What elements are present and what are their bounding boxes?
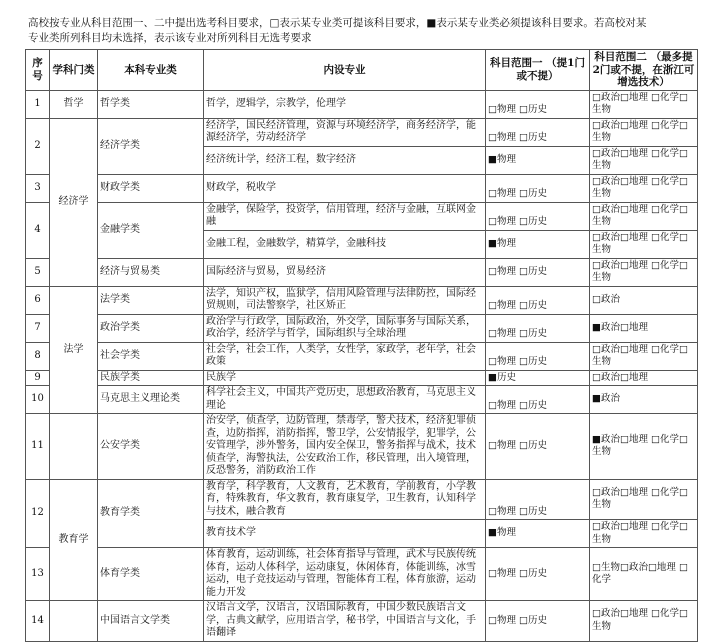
seq-cell: 6 xyxy=(26,286,50,314)
range1-cell: □物理 □历史 xyxy=(486,479,590,520)
category-cell-law: 法学 xyxy=(50,286,98,414)
range2-cell: □政治 xyxy=(590,286,698,314)
range2-cell: □政治□地理 □化学□生物 xyxy=(590,202,698,230)
table-row xyxy=(26,118,698,146)
range1-cell: ■物理 xyxy=(486,520,590,548)
content-cell: 法学，知识产权，监狱学，信用风险管理与法律防控，国际经贸规则，司法警察学，社区矫正 xyxy=(204,286,486,314)
content-cell: 教育学，科学教育，人文教育，艺术教育，学前教育，小学教育，特殊教育，华文教育，教育康复学，卫生教育，认知科学与技术，融合教育 xyxy=(204,479,486,520)
range2-cell: □政治□地理 □化学□生物 xyxy=(590,601,698,642)
table-row xyxy=(26,90,698,118)
range2-cell: □政治□地理 □化学□生物 xyxy=(590,479,698,520)
major-class-cell: 金融学类 xyxy=(98,202,204,258)
range1-cell: □物理 □历史 xyxy=(486,174,590,202)
seq-cell: 5 xyxy=(26,258,50,286)
content-cell: 国际经济与贸易，贸易经济 xyxy=(204,258,486,286)
content-cell: 金融工程，金融数学，精算学，金融科技 xyxy=(204,230,486,258)
seq-cell: 9 xyxy=(26,370,50,386)
header-seq: 序号 xyxy=(26,50,50,91)
range1-cell: □物理 □历史 xyxy=(486,414,590,480)
content-cell: 体育教育，运动训练，社会体育指导与管理，武术与民族传统体育，运动人体科学，运动康复，休闲体育，体能训练，冰雪运动，电子竞技运动与管理，智能体育工程，体育旅游，运动能力开发 xyxy=(204,548,486,601)
intro-note: 高校按专业从科目范围一、二中提出选考科目要求，□表示某专业类可提该科目要求，■表示某专业类必须提该科目要求。若高校对某专业类所列科目均未选择，表示该专业对所列科目无选考要求 xyxy=(28,17,647,44)
category-cell-philosophy: 哲学 xyxy=(50,90,98,118)
major-class-cell: 教育学类 xyxy=(98,479,204,548)
major-class-cell: 社会学类 xyxy=(98,342,204,370)
content-cell: 经济学，国民经济管理，资源与环境经济学，商务经济学，能源经济学，劳动经济学 xyxy=(204,118,486,146)
content-cell: 科学社会主义，中国共产党历史，思想政治教育，马克思主义理论 xyxy=(204,386,486,414)
seq-cell: 11 xyxy=(26,414,50,480)
table-row xyxy=(26,258,698,286)
table-row xyxy=(26,414,698,480)
range2-cell: □政治□地理 □化学□生物 xyxy=(590,118,698,146)
category-cell-economics: 经济学 xyxy=(50,118,98,286)
range2-cell: □政治□地理 □化学□生物 xyxy=(590,230,698,258)
major-class-cell: 经济与贸易类 xyxy=(98,258,204,286)
content-cell: 经济统计学，经济工程，数字经济 xyxy=(204,146,486,174)
header-content: 内设专业 xyxy=(204,50,486,91)
content-cell: 民族学 xyxy=(204,370,486,386)
range2-cell: □政治□地理 □化学□生物 xyxy=(590,174,698,202)
table-row xyxy=(26,548,698,601)
category-cell-education: 教育学 xyxy=(50,479,98,601)
major-class-cell: 哲学类 xyxy=(98,90,204,118)
subject-requirements-table xyxy=(25,49,698,642)
range1-cell: □物理 □历史 xyxy=(486,90,590,118)
seq-cell: 2 xyxy=(26,118,50,174)
table-row xyxy=(26,601,698,642)
range1-cell: □物理 □历史 xyxy=(486,601,590,642)
content-cell: 政治学与行政学，国际政治，外交学，国际事务与国际关系，政治学，经济学与哲学，国际组织与全球治理 xyxy=(204,314,486,342)
seq-cell: 13 xyxy=(26,548,50,601)
range2-cell: ■政治□地理 xyxy=(590,314,698,342)
table-row xyxy=(26,174,698,202)
major-class-cell: 经济学类 xyxy=(98,118,204,174)
range1-cell: □物理 □历史 xyxy=(486,342,590,370)
content-cell: 教育技术学 xyxy=(204,520,486,548)
range1-cell: ■物理 xyxy=(486,230,590,258)
content-cell: 哲学，逻辑学，宗教学，伦理学 xyxy=(204,90,486,118)
major-class-cell: 法学类 xyxy=(98,286,204,314)
range2-cell: □政治□地理 □化学□生物 xyxy=(590,258,698,286)
range1-cell: ■物理 xyxy=(486,146,590,174)
major-class-cell: 民族学类 xyxy=(98,370,204,386)
major-class-cell: 马克思主义理论类 xyxy=(98,386,204,414)
table-row xyxy=(26,202,698,230)
seq-cell: 8 xyxy=(26,342,50,370)
major-class-cell: 体育学类 xyxy=(98,548,204,601)
table-row xyxy=(26,479,698,520)
major-class-cell: 政治学类 xyxy=(98,314,204,342)
table-row xyxy=(26,386,698,414)
table-row xyxy=(26,286,698,314)
range1-cell: □物理 □历史 xyxy=(486,202,590,230)
range1-cell: □物理 □历史 xyxy=(486,118,590,146)
seq-cell: 12 xyxy=(26,479,50,548)
range2-cell: □政治□地理 □化学□生物 xyxy=(590,520,698,548)
seq-cell: 7 xyxy=(26,314,50,342)
range1-cell: □物理 □历史 xyxy=(486,548,590,601)
header-row xyxy=(26,50,698,91)
range1-cell: ■历史 xyxy=(486,370,590,386)
seq-cell: 3 xyxy=(26,174,50,202)
table-row xyxy=(26,314,698,342)
header-range2: 科目范围二 （最多提2门或不提，在浙江可增选技术） xyxy=(590,50,698,91)
range2-cell: ■政治□地理 □化学□生物 xyxy=(590,414,698,480)
header-range1: 科目范围一 （提1门或不提） xyxy=(486,50,590,91)
range1-cell: □物理 □历史 xyxy=(486,386,590,414)
content-cell: 财政学，税收学 xyxy=(204,174,486,202)
major-class-cell: 中国语言文学类 xyxy=(98,601,204,642)
category-cell-literature xyxy=(50,601,98,642)
header-category: 学科门类 xyxy=(50,50,98,91)
category-cell-empty xyxy=(50,414,98,480)
major-class-cell: 公安学类 xyxy=(98,414,204,480)
content-cell: 社会学，社会工作，人类学，女性学，家政学，老年学，社会政策 xyxy=(204,342,486,370)
range2-cell: □政治□地理 □化学□生物 xyxy=(590,342,698,370)
table-row xyxy=(26,370,698,386)
seq-cell: 4 xyxy=(26,202,50,258)
content-cell: 治安学，侦查学，边防管理，禁毒学，警犬技术，经济犯罪侦查，边防指挥，消防指挥，警卫学，公安情报学，犯罪学，公安管理学，涉外警务，国内安全保卫，警务指挥与战术，技术侦查学，海警执法，公安政治工作，移民管理，出入境管理，反恐警务，消防政治工作 xyxy=(204,414,486,480)
content-cell: 汉语言文学，汉语言，汉语国际教育，中国少数民族语言文学，古典文献学，应用语言学，秘书学，中国语言与文化，手语翻译 xyxy=(204,601,486,642)
content-cell: 金融学，保险学，投资学，信用管理，经济与金融，互联网金融 xyxy=(204,202,486,230)
range2-cell: ■政治 xyxy=(590,386,698,414)
table-row xyxy=(26,342,698,370)
major-class-cell: 财政学类 xyxy=(98,174,204,202)
range2-cell: □政治□地理 □化学□生物 xyxy=(590,90,698,118)
header-major-class: 本科专业类 xyxy=(98,50,204,91)
range1-cell: □物理 □历史 xyxy=(486,314,590,342)
seq-cell: 1 xyxy=(26,90,50,118)
range1-cell: □物理 □历史 xyxy=(486,286,590,314)
range2-cell: □生物□政治□地理 □化学 xyxy=(590,548,698,601)
seq-cell: 10 xyxy=(26,386,50,414)
seq-cell: 14 xyxy=(26,601,50,642)
range2-cell: □政治□地理 xyxy=(590,370,698,386)
range1-cell: □物理 □历史 xyxy=(486,258,590,286)
range2-cell: □政治□地理 □化学□生物 xyxy=(590,146,698,174)
